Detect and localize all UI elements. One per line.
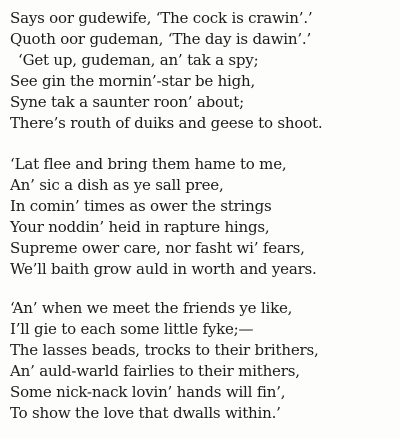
poem-line: The lasses beads, trocks to their brithers,	[10, 341, 319, 359]
poem-line: Syne tak a saunter roon’ about;	[10, 93, 244, 111]
poem-line: See gin the mornin’-star be high,	[10, 72, 256, 90]
poem-line: ‘An’ when we meet the friends ye like,	[10, 299, 293, 317]
poem-line: Quoth oor gudeman, ‘The day is dawin’.’	[10, 30, 312, 48]
stanza-1	[10, 8, 394, 134]
poem-line: ‘Get up, gudeman, an’ tak a spy;	[18, 51, 259, 69]
poem-line: Says oor gudewife, ‘The cock is crawin’.’	[10, 9, 313, 27]
poem-line: An’ sic a dish as ye sall pree,	[10, 176, 224, 194]
poem-line: I’ll gie to each some little fyke;—	[10, 320, 254, 338]
poem-line: There’s routh of duiks and geese to shoot.	[10, 114, 323, 132]
poem-line: An’ auld-warld fairlies to their mithers,	[10, 362, 300, 380]
stanza-3	[10, 298, 394, 424]
poem-line: ‘Lat flee and bring them hame to me,	[10, 155, 287, 173]
poem-line: In comin’ times as ower the strings	[10, 197, 272, 215]
poem-line: To show the love that dwalls within.’	[10, 404, 281, 422]
poem-line: We’ll baith grow auld in worth and years.	[10, 260, 317, 278]
stanza-2	[10, 154, 394, 280]
poem-line: Your noddin’ heid in rapture hings,	[10, 218, 270, 236]
poem-line: Supreme ower care, nor fasht wi’ fears,	[10, 239, 305, 257]
poem-line: Some nick-nack lovin’ hands will fin’,	[10, 383, 286, 401]
